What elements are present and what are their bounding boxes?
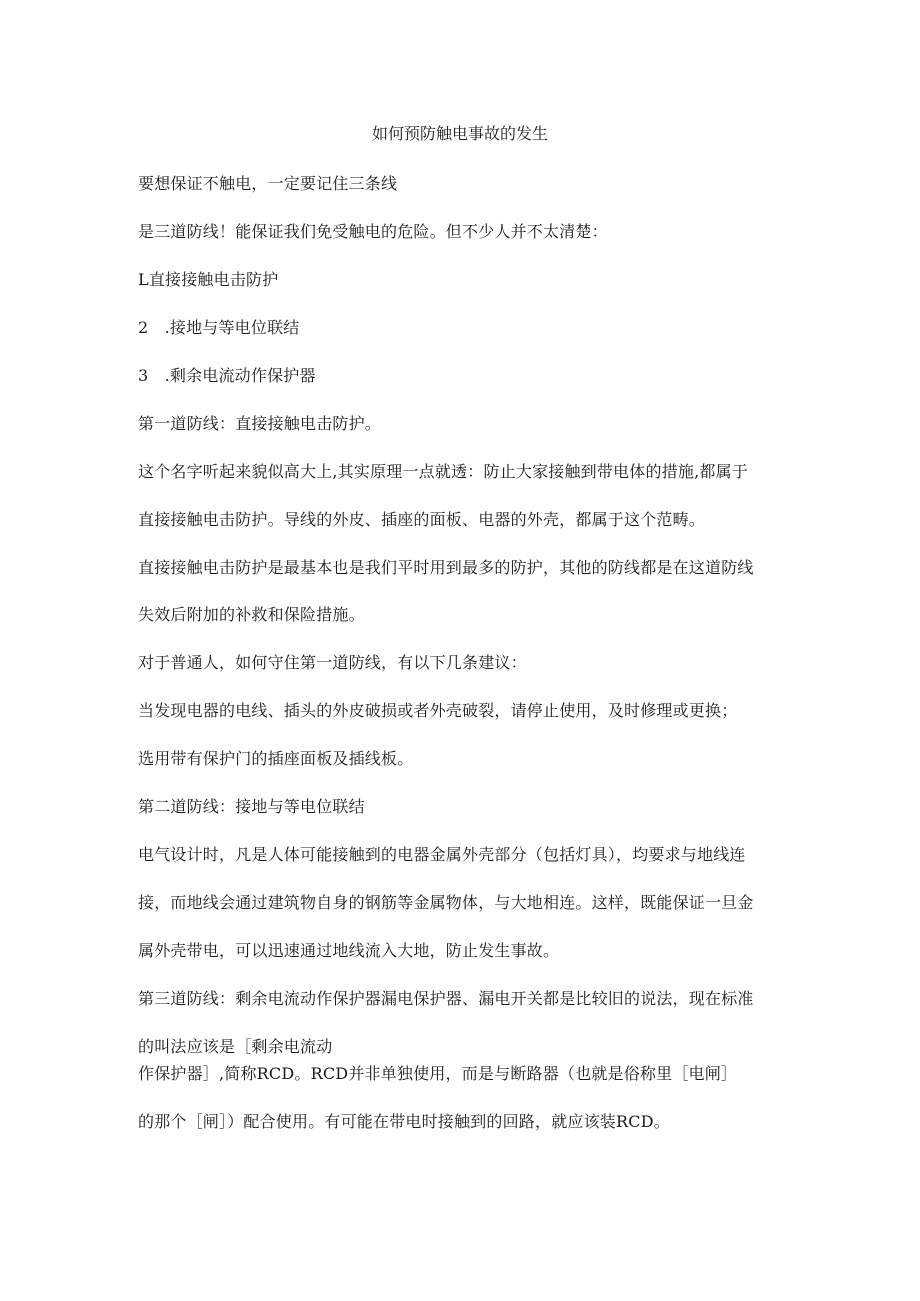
section-heading: 第二道防线：接地与等电位联结 xyxy=(138,797,365,816)
paragraph-line: 要想保证不触电，一定要记住三条线 xyxy=(138,174,398,193)
section-heading: 第一道防线：直接接触电击防护。 xyxy=(138,414,382,433)
document-title: 如何预防触电事故的发生 xyxy=(371,124,548,143)
section-heading: 第三道防线：剩余电流动作保护器漏电保护器、漏电开关都是比较旧的说法，现在标准 xyxy=(138,989,754,1008)
paragraph-line: 直接接触电击防护是最基本也是我们平时用到最多的防护，其他的防线都是在这道防线 xyxy=(138,558,754,577)
paragraph-line: 的那个［闸］）配合使用。有可能在带电时接触到的回路，就应该装RCD。 xyxy=(138,1112,670,1131)
list-item: 2 .接地与等电位联结 xyxy=(138,318,300,337)
paragraph-line: 直接接触电击防护。导线的外皮、插座的面板、电器的外壳，都属于这个范畴。 xyxy=(138,510,706,529)
paragraph-line: 作保护器］,简称RCD。RCD并非单独使用，而是与断路器（也就是俗称里［电闸］ xyxy=(138,1064,738,1083)
list-item: 3 .剩余电流动作保护器 xyxy=(138,366,316,385)
paragraph-line: 选用带有保护门的插座面板及插线板。 xyxy=(138,749,414,768)
paragraph-line: 当发现电器的电线、插头的外皮破损或者外壳破裂，请停止使用，及时修理或更换； xyxy=(138,701,738,720)
paragraph-line: 是三道防线！能保证我们免受触电的危险。但不少人并不太清楚： xyxy=(138,222,608,241)
paragraph-line: 失效后附加的补救和保险措施。 xyxy=(138,605,365,624)
paragraph-line: 接，而地线会通过建筑物自身的钢筋等金属物体，与大地相连。这样，既能保证一旦金 xyxy=(138,893,754,912)
paragraph-line: 属外壳带电，可以迅速通过地线流入大地，防止发生事故。 xyxy=(138,941,560,960)
paragraph-line: 对于普通人，如何守住第一道防线，有以下几条建议： xyxy=(138,653,527,672)
paragraph-line: 这个名字听起来貌似高大上,其实原理一点就透：防止大家接触到带电体的措施,都属于 xyxy=(138,462,748,481)
paragraph-line: 的叫法应该是［剩余电流动 xyxy=(138,1037,333,1056)
list-item: L直接接触电击防护 xyxy=(138,270,279,289)
paragraph-line: 电气设计时，凡是人体可能接触到的电器金属外壳部分（包括灯具），均要求与地线连 xyxy=(138,845,746,864)
